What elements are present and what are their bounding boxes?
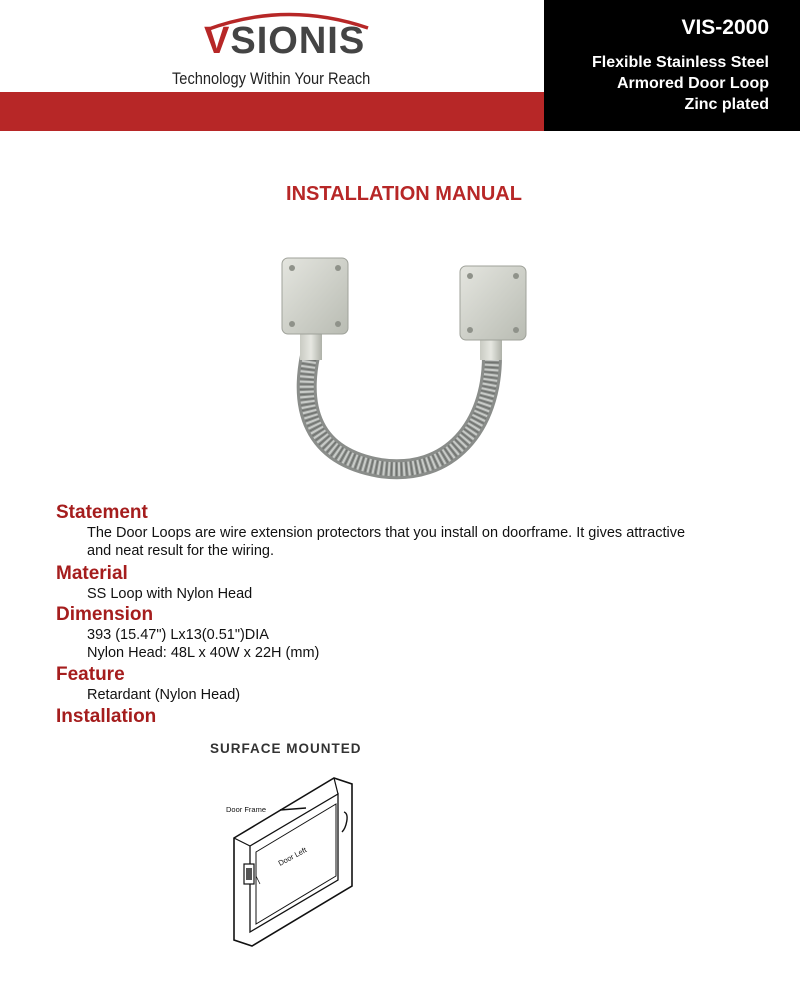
- product-description: [592, 52, 769, 115]
- body-line: 393 (15.47") Lx13(0.51")DIA: [87, 627, 269, 643]
- red-band: [0, 92, 544, 131]
- body-line: The Door Loops are wire extension protectors that you install on doorframe. It gives attractive: [87, 525, 686, 541]
- logo-area: [0, 0, 544, 131]
- body-line: and neat result for the wiring.: [87, 543, 274, 559]
- body-line: SS Loop with Nylon Head: [87, 586, 253, 602]
- header: [0, 0, 800, 131]
- statement-section: [56, 502, 685, 560]
- body-line: Retardant (Nylon Head): [87, 687, 241, 703]
- section-heading: Statement: [56, 502, 148, 523]
- description-line: Flexible Stainless Steel: [592, 54, 769, 71]
- page-title: INSTALLATION MANUAL: [286, 183, 522, 205]
- installation-section: [56, 706, 156, 728]
- description-line: Armored Door Loop: [617, 75, 769, 92]
- door-loop-product-image: [270, 256, 540, 496]
- section-heading: Material: [56, 563, 128, 584]
- section-heading: Installation: [56, 706, 157, 727]
- body-line: Nylon Head: 48L x 40W x 22H (mm): [87, 645, 320, 661]
- model-number: VIS-2000: [681, 16, 769, 39]
- brand-logo: VSIONIS: [204, 20, 366, 62]
- section-heading: Dimension: [56, 604, 154, 625]
- section-body: [87, 686, 240, 704]
- door-frame-label: Door Frame: [226, 805, 267, 814]
- brand-tagline: Technology Within Your Reach: [172, 69, 371, 88]
- door-leaf-label: Door Left: [276, 845, 309, 868]
- dimension-section: [56, 604, 319, 662]
- material-section: [56, 563, 252, 603]
- section-body: [87, 524, 685, 560]
- installation-figure-title: SURFACE MOUNTED: [210, 741, 362, 756]
- surface-mount-diagram: [222, 768, 382, 948]
- description-line: Zinc plated: [684, 96, 769, 113]
- section-body: [87, 585, 252, 603]
- section-body: [87, 626, 319, 662]
- section-heading: Feature: [56, 664, 125, 685]
- feature-section: [56, 664, 240, 704]
